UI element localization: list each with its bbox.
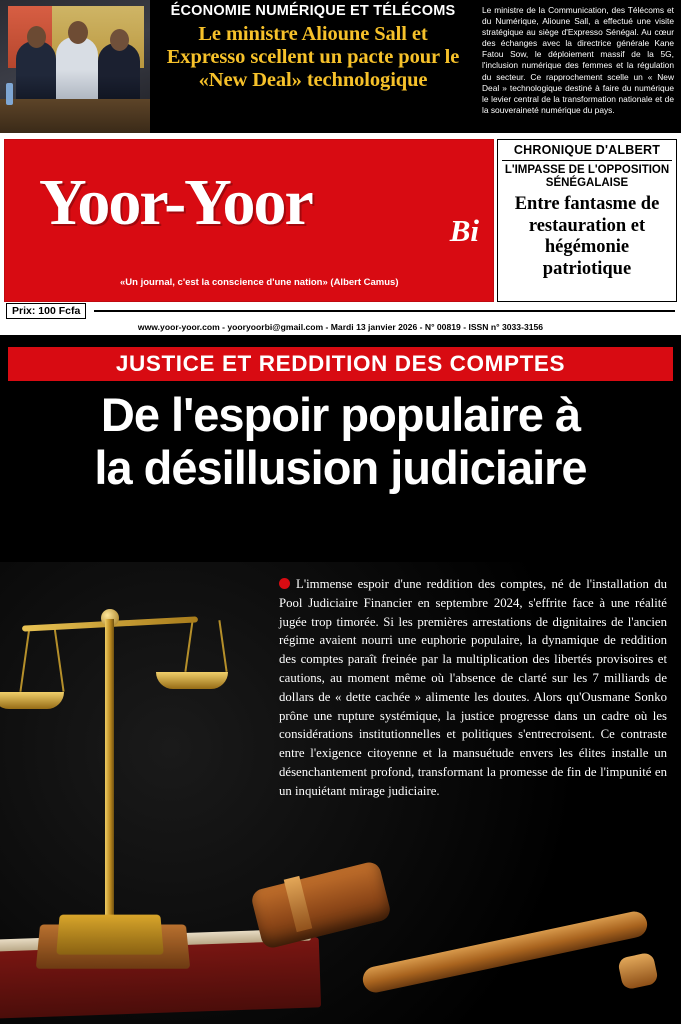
photo-person-right <box>98 43 140 103</box>
top-banner-headline-block <box>152 0 474 133</box>
main-article-body <box>279 575 667 801</box>
newspaper-motto: «Un journal, c'est la conscience d'une nation» (Albert Camus) <box>120 277 399 288</box>
price-strip-rule <box>94 310 675 312</box>
chronicle-title: Entre fantasme de restauration et hégémonie patriotique <box>514 194 660 279</box>
photo-person-right-head <box>110 29 129 51</box>
main-headline-line-1: De l'espoir populaire à <box>100 388 581 441</box>
price-badge: Prix: 100 Fcfa <box>6 303 86 319</box>
scales-pan-left <box>0 692 64 709</box>
photo-person-left <box>16 41 56 103</box>
newspaper-logo-suffix: Bi <box>449 213 479 248</box>
chronicle-label: CHRONIQUE D'ALBERT <box>513 143 661 157</box>
section-rubric: JUSTICE ET REDDITION DES COMPTES <box>8 347 673 381</box>
photo-water-bottle <box>6 83 13 105</box>
photo-person-center-head <box>68 21 88 44</box>
top-banner-summary: Le ministre de la Communication, des Télécoms et du Numérique, Alioune Sall, a effectué une visite stratégique au siège d'Expresso Sénégal. Au cœur des échanges avec la directrice générale Kane Fatou Sow, le déploiement massif de la 5G, l'inclusion numérique des femmes et la régulation du secteur. Ce rapprochement scelle un « New Deal » technologique destiné à faire du numérique le levier central de la transformation nationale et de la souveraineté numérique du pays. <box>474 0 681 133</box>
newspaper-logo: Yoor-Yoor <box>39 166 312 239</box>
masthead <box>0 133 681 302</box>
chronicle-box <box>497 139 677 302</box>
main-headline-line-2: la désillusion judiciaire <box>94 440 587 494</box>
main-article-text: L'immense espoir d'une reddition des comptes, né de l'installation du Pool Judiciaire Financier en septembre 2024, s'effrite face à une réalité jugée trop timorée. Si les premières arrestations de dignitaires de l'ancien régime avaient nourri une euphorie populaire, la dynamique de reddition des comptes paraît freinée par la multiplication des libertés provisoires et cautions, au moment même où l'absence de clarté sur les 7 milliards de dollars de « dette cachée » alimente les doutes. Alors qu'Ousmane Sonko prône une rupture systémique, la justice progresse dans un cadre où les considérations institutionnelles et politiques s'entrecroisent. Ce contraste entre l'exigence citoyenne et la mansuétude envers les élites installe un désenchantement profond, transformant la promesse de fin de l'impunité en un inquiétant mirage judiciaire. <box>279 577 667 798</box>
top-banner-headline: Le ministre Alioune Sall et Expresso scellent un pacte pour le «New Deal» technologique <box>166 22 460 91</box>
photo-person-left-head <box>27 26 46 48</box>
chronicle-subtitle: L'IMPASSE DE L'OPPOSITION SÉNÉGALAISE <box>504 164 670 189</box>
photo-person-center <box>56 37 98 103</box>
scales-pan-right <box>156 672 228 689</box>
main-headline <box>0 389 681 494</box>
top-banner <box>0 0 681 133</box>
scales-base <box>56 915 163 955</box>
masthead-logo-panel <box>4 139 494 302</box>
main-story <box>0 337 681 1024</box>
top-banner-photo <box>0 0 152 133</box>
publication-info-bar: www.yoor-yoor.com - yooryoorbi@gmail.com - Mardi 13 janvier 2026 - N° 00819 - ISSN n° 3033-3156 <box>0 320 681 337</box>
price-strip <box>0 302 681 320</box>
photo-table <box>0 99 152 133</box>
top-banner-kicker: ÉCONOMIE NUMÉRIQUE ET TÉLÉCOMS <box>170 3 456 19</box>
scales-column <box>105 619 114 919</box>
bullet-icon <box>279 578 290 589</box>
chronicle-divider <box>502 160 672 161</box>
